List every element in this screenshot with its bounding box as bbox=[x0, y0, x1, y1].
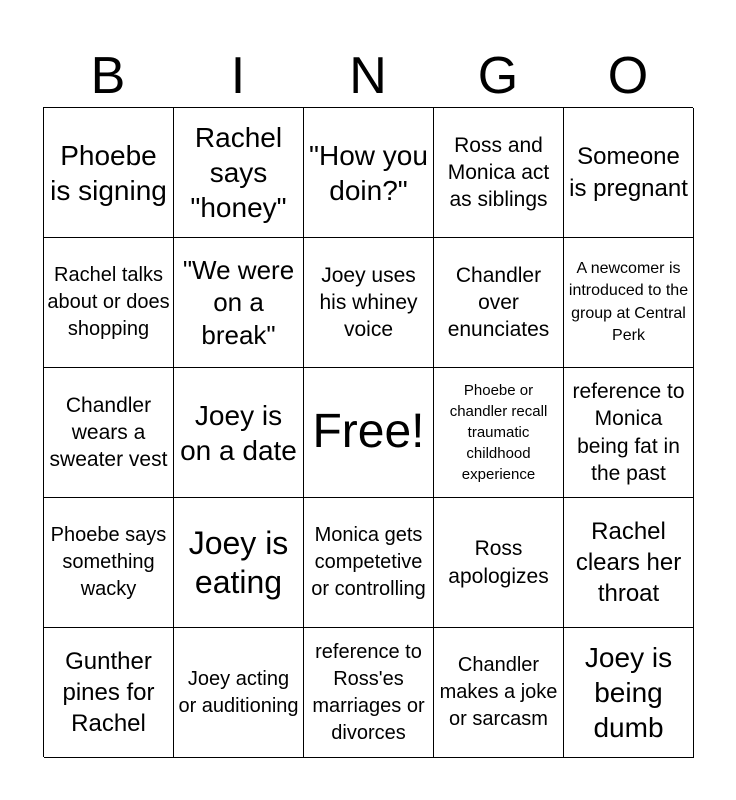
cell-text: Joey is eating bbox=[188, 525, 289, 600]
cell-text: Rachel clears her throat bbox=[575, 517, 682, 608]
bingo-cell[interactable] bbox=[44, 368, 174, 498]
cell-text: Phoebe says something wacky bbox=[50, 524, 167, 600]
bingo-cell[interactable] bbox=[564, 498, 694, 628]
cell-text: Joey is on a date bbox=[180, 399, 297, 466]
cell-text: Joey acting or auditioning bbox=[178, 667, 299, 717]
cell-text: Ross and Monica act as siblings bbox=[447, 133, 550, 212]
cell-text: Chandler over enunciates bbox=[447, 263, 550, 342]
bingo-board bbox=[43, 107, 693, 757]
cell-text: Chandler makes a joke or sarcasm bbox=[439, 654, 558, 730]
bingo-cell[interactable] bbox=[44, 238, 174, 368]
bingo-cell[interactable] bbox=[44, 108, 174, 238]
cell-text: "How you doin?" bbox=[309, 139, 428, 206]
bingo-cell[interactable] bbox=[434, 238, 564, 368]
bingo-cell[interactable] bbox=[564, 368, 694, 498]
header-letter-g: G bbox=[477, 47, 519, 105]
cell-text: Gunther pines for Rachel bbox=[62, 647, 155, 738]
header-letter-b: B bbox=[90, 47, 126, 105]
cell-text: Free! bbox=[312, 405, 425, 459]
free-space-cell[interactable] bbox=[304, 368, 434, 498]
bingo-cell[interactable] bbox=[174, 368, 304, 498]
bingo-cell[interactable] bbox=[304, 498, 434, 628]
bingo-cell[interactable] bbox=[174, 628, 304, 758]
bingo-cell[interactable] bbox=[44, 498, 174, 628]
cell-text: Rachel says "honey" bbox=[190, 122, 287, 223]
cell-text: Joey is being dumb bbox=[584, 642, 673, 743]
header-letter-i: I bbox=[230, 47, 246, 105]
cell-text: Phoebe is signing bbox=[50, 139, 167, 206]
header-letter-n: N bbox=[349, 47, 387, 105]
bingo-cell[interactable] bbox=[434, 628, 564, 758]
bingo-cell[interactable] bbox=[174, 498, 304, 628]
cell-text: reference to Ross'es marriages or divorces bbox=[312, 640, 425, 744]
cell-text: "We were on a break" bbox=[182, 254, 295, 350]
bingo-cell[interactable] bbox=[564, 108, 694, 238]
cell-text: Ross apologizes bbox=[448, 537, 549, 588]
header-letter-o: O bbox=[607, 47, 649, 105]
bingo-cell[interactable] bbox=[174, 238, 304, 368]
cell-text: reference to Monica being fat in the past bbox=[572, 379, 685, 485]
cell-text: Joey uses his whiney voice bbox=[319, 263, 418, 342]
bingo-cell[interactable] bbox=[434, 368, 564, 498]
bingo-cell[interactable] bbox=[434, 108, 564, 238]
bingo-cell[interactable] bbox=[44, 628, 174, 758]
cell-text: Phoebe or chandler recall traumatic childhood experience bbox=[449, 382, 548, 483]
bingo-header bbox=[43, 44, 693, 108]
bingo-cell[interactable] bbox=[174, 108, 304, 238]
cell-text: Chandler wears a sweater vest bbox=[49, 393, 168, 472]
cell-text: Someone is pregnant bbox=[569, 143, 688, 202]
bingo-cell[interactable] bbox=[564, 628, 694, 758]
cell-text: Rachel talks about or does shopping bbox=[47, 264, 170, 340]
bingo-cell[interactable] bbox=[304, 108, 434, 238]
cell-text: Monica gets competetive or controlling bbox=[311, 524, 426, 600]
bingo-cell[interactable] bbox=[304, 238, 434, 368]
cell-text: A newcomer is introduced to the group at Central Perk bbox=[568, 259, 689, 344]
bingo-cell[interactable] bbox=[564, 238, 694, 368]
bingo-cell[interactable] bbox=[304, 628, 434, 758]
bingo-cell[interactable] bbox=[434, 498, 564, 628]
